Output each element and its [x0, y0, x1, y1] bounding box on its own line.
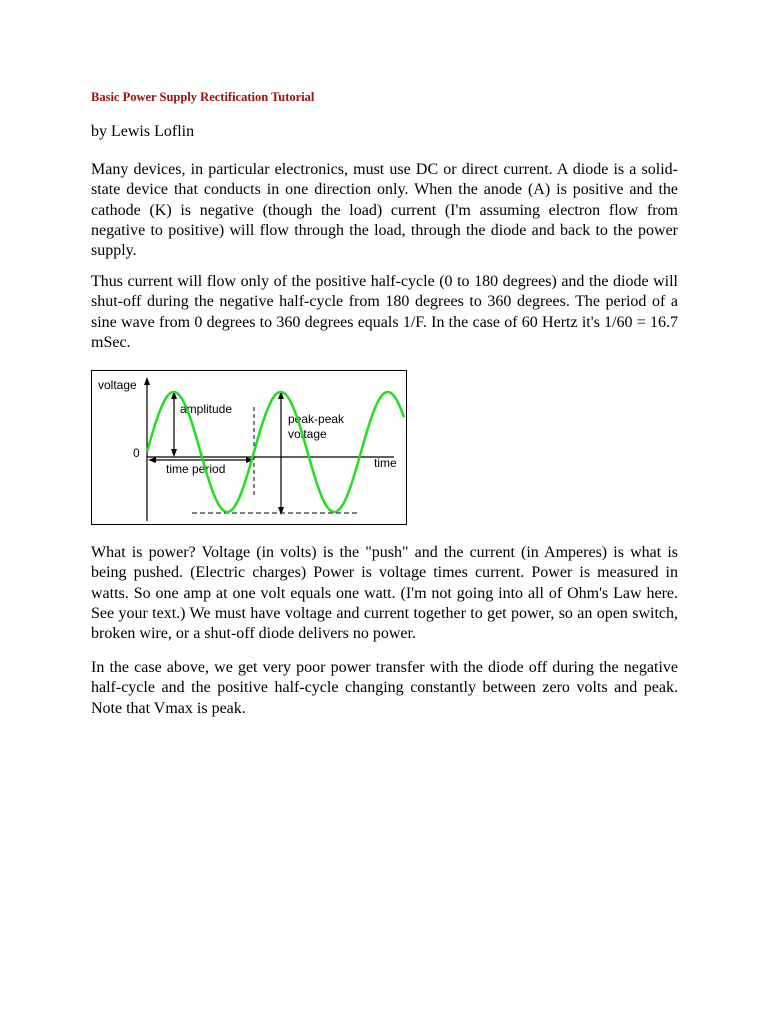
peak-peak-label-line2: voltage [288, 427, 327, 441]
paragraph-half-cycle: Thus current will flow only of the positive half-cycle (0 to 180 degrees) and the diode will shut-off during the negative half-cycle from 180 degrees to 360 degrees. The period of a sine wave from 0 degrees to 360 degrees equals 1/F. In the case of 60 Hertz it's 1/60 = 16.7 mSec. [91, 273, 678, 351]
document-title: Basic Power Supply Rectification Tutorial [91, 90, 315, 104]
amplitude-label: amplitude [180, 402, 233, 416]
peak-peak-label-line1: peak-peak [288, 412, 345, 426]
voltage-axis-label: voltage [98, 378, 137, 392]
sine-wave-figure [91, 370, 407, 525]
author-byline: by Lewis Loflin [91, 123, 195, 140]
time-axis-label: time [374, 456, 397, 470]
time-period-arrow-left-icon [148, 457, 156, 463]
zero-label: 0 [133, 446, 140, 460]
paragraph-power: What is power? Voltage (in volts) is the "push" and the current (in Amperes) is what is being pushed. (Electric charges) Power is voltage times current. Power is measured in watts. So one amp at one volt equals one watt. (I'm not going into all of Ohm's Law here. See your text.) We must have voltage and current together to get power, so an open switch, broken wire, or a shut-off diode delivers no power. [91, 544, 678, 643]
time-period-label: time period [166, 462, 226, 476]
amplitude-arrow-down-icon [171, 449, 177, 457]
paragraph-intro: Many devices, in particular electronics, must use DC or direct current. A diode is a solid-state device that conducts in one direction only. When the anode (A) is positive and the cathode (K) is negative (though the load) current (I'm assuming electron flow from negative to positive) will flow through the load, through the diode and back to the power supply. [91, 161, 678, 260]
sine-wave-diagram [92, 371, 408, 526]
paragraph-power-transfer: In the case above, we get very poor power transfer with the diode off during the negative half-cycle and the positive half-cycle changing constantly between zero volts and peak. Note that Vmax is peak. [91, 659, 678, 717]
peak-peak-arrow-down-icon [278, 507, 284, 515]
y-axis-arrow-icon [144, 377, 150, 385]
